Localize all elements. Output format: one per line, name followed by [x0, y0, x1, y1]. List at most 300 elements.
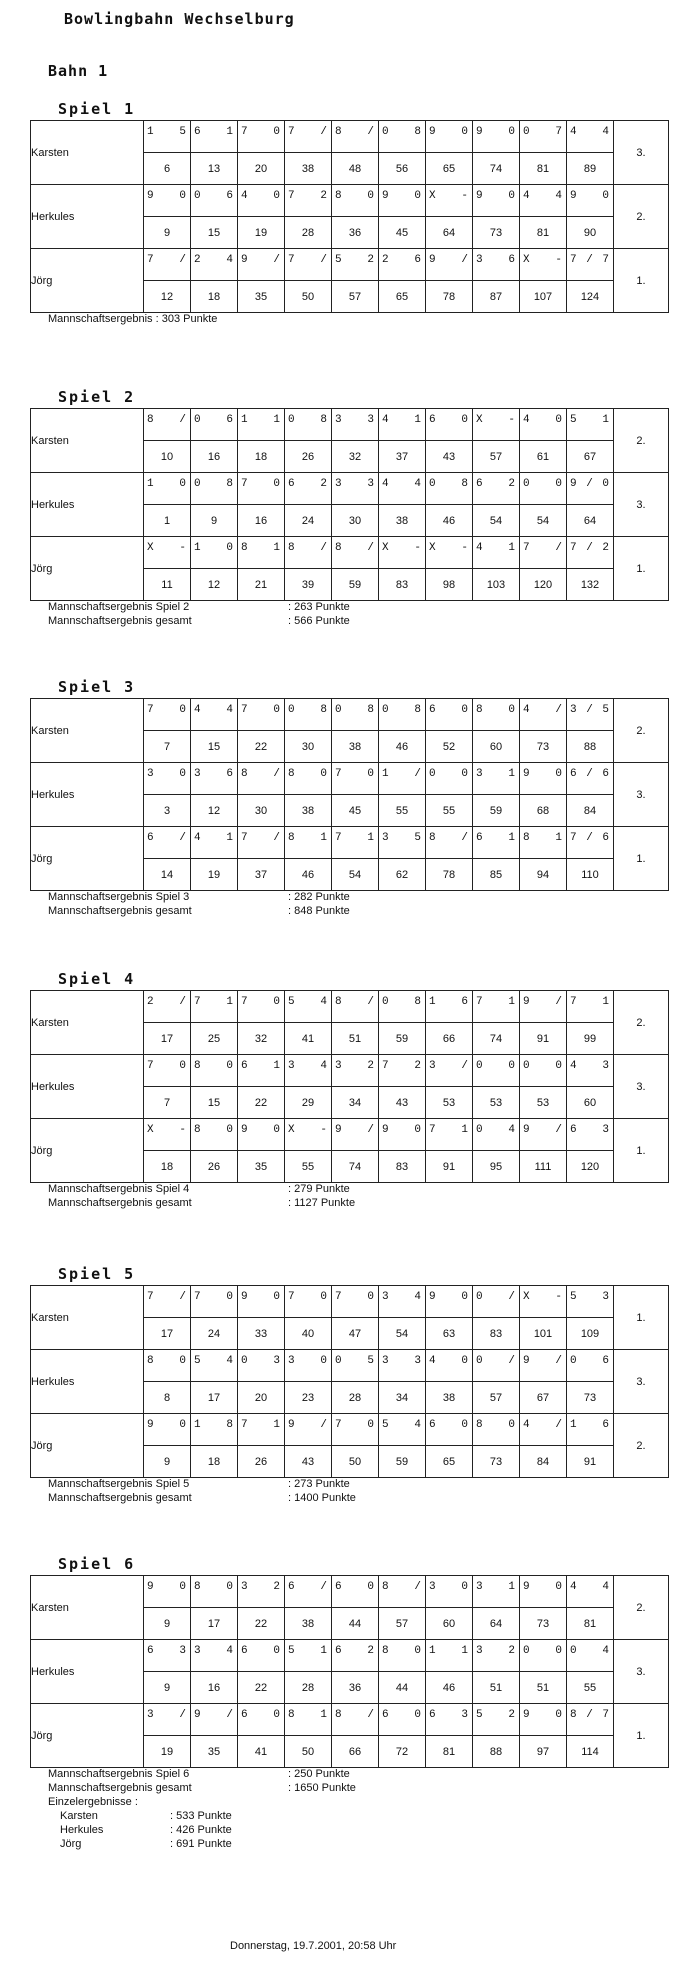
frame-total: 81: [520, 153, 567, 185]
roll-value: /: [461, 1060, 468, 1072]
player-name: Karsten: [31, 1286, 144, 1350]
roll-value: 0: [476, 1355, 483, 1367]
frame-total: 3: [144, 795, 191, 827]
frame-total: 29: [285, 1087, 332, 1119]
frame-rolls: [285, 1640, 332, 1672]
frame-total: 51: [473, 1672, 520, 1704]
result-label: Mannschaftsergebnis Spiel 6: [48, 1768, 190, 1780]
frame-rolls: [238, 1414, 285, 1446]
roll-value: 0: [367, 1291, 374, 1303]
frame-rolls: [332, 827, 379, 859]
roll-value: 1: [602, 996, 609, 1008]
player-name: Karsten: [31, 121, 144, 185]
frame-total: 30: [285, 731, 332, 763]
frame-total: 14: [144, 859, 191, 891]
frame-rolls: [379, 699, 426, 731]
frame-rolls: [426, 409, 473, 441]
frame-total: 18: [238, 441, 285, 473]
roll-value: /: [320, 1419, 327, 1431]
player-rank: 2.: [614, 699, 669, 763]
player-name: Jörg: [31, 1414, 144, 1478]
roll-value: 8: [335, 996, 342, 1008]
roll-value: 3: [382, 1291, 389, 1303]
frame-total: 55: [379, 795, 426, 827]
roll-value: /: [320, 254, 327, 266]
player-name: Jörg: [31, 1119, 144, 1183]
frame-rolls: [238, 249, 285, 281]
frame-total: 60: [426, 1608, 473, 1640]
roll-value: 9: [241, 1124, 248, 1136]
frame-total: 83: [379, 1151, 426, 1183]
frame-rolls: [379, 1286, 426, 1318]
frame-total: 85: [473, 859, 520, 891]
roll-value: 9: [570, 190, 577, 202]
frame-rolls: [238, 185, 285, 217]
roll-value: 9: [429, 254, 436, 266]
roll-value: 0: [461, 768, 468, 780]
roll-value: -: [179, 1124, 186, 1136]
roll-value: 9: [523, 1124, 530, 1136]
frame-total: 97: [520, 1736, 567, 1768]
roll-value: 3: [476, 1581, 483, 1593]
roll-value: 0: [461, 1291, 468, 1303]
roll-value: 4: [523, 1419, 530, 1431]
roll-value: 1: [320, 1645, 327, 1657]
page-title: Bowlingbahn Wechselburg: [64, 10, 295, 28]
roll-value: /: [586, 542, 593, 554]
frame-rolls: [567, 1704, 614, 1736]
frame-rolls: [567, 537, 614, 569]
roll-value: /: [179, 996, 186, 1008]
team-result: [48, 600, 350, 628]
roll-value: 4: [414, 1419, 421, 1431]
result-label: Mannschaftsergebnis Spiel 3: [48, 891, 190, 903]
frame-total: 65: [379, 281, 426, 313]
roll-value: 0: [570, 1645, 577, 1657]
result-value: : 1127 Punkte: [288, 1197, 356, 1209]
frame-rolls: [144, 991, 191, 1023]
roll-value: 4: [382, 478, 389, 490]
frame-total: 46: [379, 731, 426, 763]
frame-rolls: [473, 1704, 520, 1736]
result-label: Mannschaftsergebnis gesamt: [48, 1492, 192, 1504]
roll-value: 3: [382, 1355, 389, 1367]
roll-value: 5: [382, 1419, 389, 1431]
frame-total: 109: [567, 1318, 614, 1350]
roll-value: 0: [179, 1355, 186, 1367]
frame-rolls: [332, 1576, 379, 1608]
roll-value: 8: [226, 1419, 233, 1431]
roll-value: 7: [241, 704, 248, 716]
roll-value: 1: [429, 996, 436, 1008]
result-line: [48, 1781, 356, 1795]
frame-total: 101: [520, 1318, 567, 1350]
table-row: [31, 1286, 669, 1318]
individual-name: Karsten: [60, 1810, 98, 1822]
frame-rolls: [426, 1640, 473, 1672]
frame-total: 57: [473, 441, 520, 473]
frame-total: 120: [567, 1151, 614, 1183]
individual-value: : 691 Punkte: [170, 1838, 232, 1850]
roll-value: -: [508, 414, 515, 426]
roll-value: 7: [194, 1291, 201, 1303]
roll-value: 6: [476, 478, 483, 490]
roll-value: 1: [382, 768, 389, 780]
frame-total: 94: [520, 859, 567, 891]
frame-rolls: [520, 1640, 567, 1672]
frame-total: 15: [191, 1087, 238, 1119]
frame-total: 51: [332, 1023, 379, 1055]
frame-total: 64: [473, 1608, 520, 1640]
roll-value: 0: [461, 126, 468, 138]
frame-total: 13: [191, 153, 238, 185]
roll-value: /: [555, 542, 562, 554]
roll-value: 7: [288, 1291, 295, 1303]
frame-total: 91: [520, 1023, 567, 1055]
roll-value: /: [414, 768, 421, 780]
roll-value: 8: [147, 1355, 154, 1367]
frame-total: 81: [426, 1736, 473, 1768]
frame-total: 78: [426, 859, 473, 891]
player-name: Karsten: [31, 1576, 144, 1640]
roll-value: 9: [523, 996, 530, 1008]
roll-value: 0: [367, 1419, 374, 1431]
roll-value: 0: [461, 1419, 468, 1431]
roll-value: 3: [367, 478, 374, 490]
roll-value: 8: [288, 768, 295, 780]
frame-rolls: [567, 1640, 614, 1672]
frame-total: 21: [238, 569, 285, 601]
roll-value: 8: [476, 704, 483, 716]
team-result: [48, 312, 217, 326]
roll-value: 0: [335, 1355, 342, 1367]
roll-value: 0: [414, 1709, 421, 1721]
frame-rolls: [191, 249, 238, 281]
frame-total: 24: [285, 505, 332, 537]
roll-value: 6: [288, 1581, 295, 1593]
player-rank: 2.: [614, 991, 669, 1055]
frame-total: 26: [191, 1151, 238, 1183]
frame-total: 32: [238, 1023, 285, 1055]
frame-total: 73: [520, 731, 567, 763]
roll-value: 0: [508, 1060, 515, 1072]
result-line: [48, 312, 217, 326]
frame-rolls: [144, 1350, 191, 1382]
roll-value: 3: [414, 1355, 421, 1367]
roll-value: 0: [226, 1581, 233, 1593]
frame-rolls: [473, 1414, 520, 1446]
player-rank: 1.: [614, 249, 669, 313]
frame-total: 12: [144, 281, 191, 313]
roll-value: /: [555, 704, 562, 716]
roll-value: 5: [288, 1645, 295, 1657]
frame-total: 20: [238, 1382, 285, 1414]
frame-total: 50: [285, 281, 332, 313]
roll-value: 0: [508, 126, 515, 138]
score-table: [30, 408, 669, 601]
roll-value: 0: [508, 704, 515, 716]
frame-rolls: [285, 249, 332, 281]
roll-value: 1: [570, 1419, 577, 1431]
frame-total: 37: [238, 859, 285, 891]
frame-total: 111: [520, 1151, 567, 1183]
roll-value: 8: [570, 1709, 577, 1721]
frame-total: 110: [567, 859, 614, 891]
roll-value: 0: [570, 1355, 577, 1367]
roll-value: 5: [602, 704, 609, 716]
roll-value: 3: [194, 1645, 201, 1657]
roll-value: 0: [461, 1581, 468, 1593]
table-row: [31, 409, 669, 441]
frame-rolls: [567, 185, 614, 217]
frame-rolls: [238, 1119, 285, 1151]
frame-total: 26: [238, 1446, 285, 1478]
frame-total: 83: [379, 569, 426, 601]
roll-value: 6: [429, 414, 436, 426]
frame-total: 40: [285, 1318, 332, 1350]
frame-rolls: [285, 991, 332, 1023]
table-row: [31, 185, 669, 217]
roll-value: -: [414, 542, 421, 554]
roll-value: 8: [476, 1419, 483, 1431]
frame-total: 16: [238, 505, 285, 537]
roll-value: /: [586, 704, 593, 716]
score-table: [30, 698, 669, 891]
frame-total: 35: [191, 1736, 238, 1768]
roll-value: 0: [414, 190, 421, 202]
frame-total: 18: [191, 1446, 238, 1478]
roll-value: 7: [241, 1419, 248, 1431]
frame-rolls: [191, 1576, 238, 1608]
roll-value: 7: [194, 996, 201, 1008]
roll-value: 3: [335, 478, 342, 490]
frame-total: 99: [567, 1023, 614, 1055]
frame-rolls: [426, 699, 473, 731]
frame-rolls: [379, 185, 426, 217]
roll-value: 1: [602, 414, 609, 426]
individual-value: : 426 Punkte: [170, 1824, 232, 1836]
frame-total: 38: [426, 1382, 473, 1414]
roll-value: /: [273, 832, 280, 844]
frame-rolls: [191, 473, 238, 505]
frame-total: 61: [520, 441, 567, 473]
frame-total: 53: [520, 1087, 567, 1119]
roll-value: 6: [335, 1581, 342, 1593]
frame-total: 17: [191, 1608, 238, 1640]
result-line: [48, 614, 350, 628]
frame-rolls: [285, 1704, 332, 1736]
roll-value: 7: [241, 996, 248, 1008]
roll-value: /: [367, 542, 374, 554]
roll-value: 4: [523, 190, 530, 202]
frame-rolls: [144, 537, 191, 569]
roll-value: /: [179, 1291, 186, 1303]
frame-rolls: [473, 827, 520, 859]
roll-value: 3: [147, 768, 154, 780]
roll-value: /: [320, 1581, 327, 1593]
roll-value: 0: [273, 996, 280, 1008]
roll-value: 7: [147, 254, 154, 266]
frame-rolls: [520, 991, 567, 1023]
roll-value: 0: [273, 704, 280, 716]
roll-value: 7: [147, 1291, 154, 1303]
game-title: Spiel 2: [58, 388, 136, 406]
frame-rolls: [285, 1055, 332, 1087]
roll-value: X: [147, 1124, 154, 1136]
frame-rolls: [285, 699, 332, 731]
frame-total: 12: [191, 569, 238, 601]
frame-total: 16: [191, 1672, 238, 1704]
player-rank: 3.: [614, 473, 669, 537]
roll-value: 6: [461, 996, 468, 1008]
result-line: [48, 1767, 356, 1781]
roll-value: /: [179, 832, 186, 844]
player-rank: 1.: [614, 1286, 669, 1350]
roll-value: 0: [179, 704, 186, 716]
roll-value: 4: [570, 1581, 577, 1593]
table-row: [31, 249, 669, 281]
frame-rolls: [332, 121, 379, 153]
frame-rolls: [567, 249, 614, 281]
player-name: Karsten: [31, 409, 144, 473]
frame-rolls: [191, 1640, 238, 1672]
roll-value: 8: [523, 832, 530, 844]
frame-rolls: [191, 1119, 238, 1151]
frame-rolls: [520, 185, 567, 217]
roll-value: 8: [382, 1581, 389, 1593]
roll-value: /: [586, 768, 593, 780]
player-rank: 2.: [614, 185, 669, 249]
roll-value: 5: [288, 996, 295, 1008]
roll-value: /: [586, 832, 593, 844]
individual-row: [48, 1837, 232, 1851]
frame-total: 7: [144, 1087, 191, 1119]
frame-total: 59: [332, 569, 379, 601]
roll-value: 0: [226, 1291, 233, 1303]
roll-value: 6: [414, 254, 421, 266]
frame-total: 73: [473, 1446, 520, 1478]
frame-total: 107: [520, 281, 567, 313]
frame-total: 19: [144, 1736, 191, 1768]
frame-total: 53: [473, 1087, 520, 1119]
roll-value: 1: [508, 1581, 515, 1593]
individual-value: : 533 Punkte: [170, 1810, 232, 1822]
result-value: : 848 Punkte: [288, 905, 350, 917]
frame-total: 54: [473, 505, 520, 537]
frame-rolls: [379, 409, 426, 441]
result-label: Mannschaftsergebnis Spiel 2: [48, 601, 190, 613]
roll-value: 0: [414, 1645, 421, 1657]
roll-value: 4: [320, 1060, 327, 1072]
roll-value: 9: [570, 478, 577, 490]
roll-value: 1: [320, 1709, 327, 1721]
roll-value: 5: [194, 1355, 201, 1367]
frame-total: 73: [567, 1382, 614, 1414]
roll-value: 7: [335, 1291, 342, 1303]
frame-rolls: [379, 1055, 426, 1087]
frame-total: 65: [426, 1446, 473, 1478]
player-name: Herkules: [31, 185, 144, 249]
player-rank: 3.: [614, 1640, 669, 1704]
roll-value: 0: [523, 126, 530, 138]
frame-total: 64: [426, 217, 473, 249]
frame-total: 33: [238, 1318, 285, 1350]
frame-rolls: [285, 1286, 332, 1318]
frame-rolls: [191, 537, 238, 569]
roll-value: 1: [194, 542, 201, 554]
roll-value: 1: [461, 1645, 468, 1657]
frame-total: 52: [426, 731, 473, 763]
frame-total: 28: [285, 1672, 332, 1704]
frame-rolls: [332, 1414, 379, 1446]
frame-total: 30: [332, 505, 379, 537]
roll-value: -: [555, 254, 562, 266]
frame-total: 43: [285, 1446, 332, 1478]
roll-value: /: [226, 1709, 233, 1721]
table-row: [31, 537, 669, 569]
roll-value: 9: [523, 1709, 530, 1721]
roll-value: 0: [382, 996, 389, 1008]
roll-value: 9: [429, 126, 436, 138]
frame-rolls: [191, 1704, 238, 1736]
frame-rolls: [567, 991, 614, 1023]
result-line: [48, 1182, 355, 1196]
roll-value: 6: [147, 832, 154, 844]
frame-rolls: [473, 473, 520, 505]
roll-value: 7: [602, 254, 609, 266]
roll-value: 1: [273, 1060, 280, 1072]
frame-total: 19: [191, 859, 238, 891]
roll-value: 8: [147, 414, 154, 426]
roll-value: 0: [508, 190, 515, 202]
team-result: [48, 1182, 355, 1210]
frame-total: 41: [238, 1736, 285, 1768]
frame-rolls: [520, 1286, 567, 1318]
result-value: : 273 Punkte: [288, 1478, 350, 1490]
individual-results: [48, 1795, 232, 1851]
frame-rolls: [473, 1576, 520, 1608]
frame-rolls: [285, 409, 332, 441]
frame-rolls: [473, 1286, 520, 1318]
frame-rolls: [426, 185, 473, 217]
frame-total: 66: [332, 1736, 379, 1768]
frame-total: 88: [473, 1736, 520, 1768]
roll-value: 4: [382, 414, 389, 426]
frame-rolls: [567, 409, 614, 441]
roll-value: 9: [147, 1419, 154, 1431]
roll-value: 3: [476, 1645, 483, 1657]
roll-value: X: [382, 542, 389, 554]
roll-value: 9: [241, 254, 248, 266]
frame-total: 34: [379, 1382, 426, 1414]
roll-value: 7: [602, 1709, 609, 1721]
player-name: Jörg: [31, 537, 144, 601]
roll-value: 1: [273, 1419, 280, 1431]
roll-value: -: [555, 1291, 562, 1303]
frame-total: 59: [379, 1446, 426, 1478]
roll-value: 8: [335, 126, 342, 138]
frame-rolls: [191, 763, 238, 795]
roll-value: 6: [429, 1709, 436, 1721]
frame-total: 81: [567, 1608, 614, 1640]
roll-value: 3: [461, 1709, 468, 1721]
frame-rolls: [567, 1119, 614, 1151]
frame-total: 25: [191, 1023, 238, 1055]
roll-value: 0: [414, 1124, 421, 1136]
roll-value: 0: [179, 1581, 186, 1593]
frame-total: 53: [426, 1087, 473, 1119]
frame-rolls: [144, 1640, 191, 1672]
